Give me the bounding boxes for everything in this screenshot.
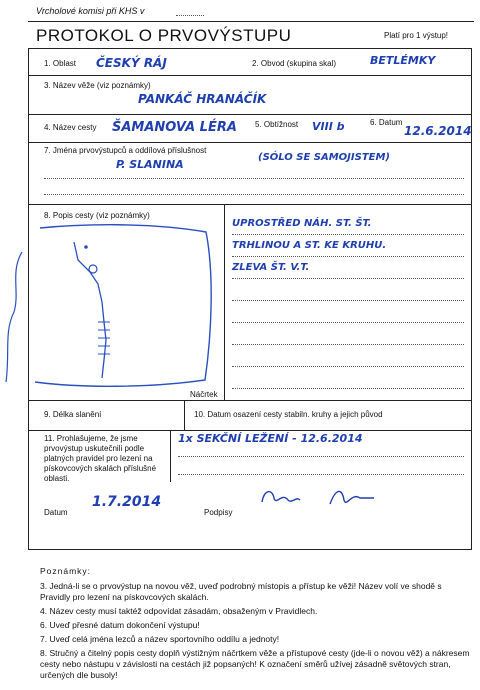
field-3-value: PANKÁČ HRANÁČÍK xyxy=(138,92,267,106)
field-7-extra: (SÓLO SE SAMOJISTEM) xyxy=(258,152,390,163)
field-10-value: 1x SEKČNÍ LEŽENÍ - 12.6.2014 xyxy=(178,432,363,445)
field-7-label: 7. Jména prvovýstupců a oddílová příslušnost xyxy=(44,146,207,155)
field-7-value: P. SLANINA xyxy=(116,158,184,171)
date-value: 1.7.2014 xyxy=(92,494,162,510)
field-1-label: 1. Oblast xyxy=(44,59,77,68)
validity-note: Platí pro 1 výstup! xyxy=(384,31,449,40)
note-item: 7. Uveď celá jména lezců a název sportovního oddílu a jednoty! xyxy=(40,634,280,644)
signatures-label: Podpisy xyxy=(204,508,233,517)
note-item: 6. Uveď přesné datum dokončení výstupu! xyxy=(40,620,200,630)
field-2-value: BETLÉMKY xyxy=(370,54,436,67)
signatures xyxy=(252,482,382,512)
date-label: Datum xyxy=(44,508,68,517)
commission-line xyxy=(36,6,144,16)
route-sketch xyxy=(0,212,224,402)
sketch-route xyxy=(74,242,106,378)
sketch-ground xyxy=(6,252,22,382)
document-title: PROTOKOL O PRVOVÝSTUPU xyxy=(36,26,292,45)
field-6-value: 12.6.2014 xyxy=(404,124,472,138)
sketch-outline xyxy=(35,225,211,387)
sketch-ring xyxy=(89,265,97,273)
field-8-line-1: UPROSTŘED NÁH. ST. ŠT. xyxy=(232,218,372,229)
field-8-label: 8. Popis cesty (viz poznámky) xyxy=(44,211,150,220)
notes-title: Poznámky: xyxy=(40,566,92,576)
notes-block xyxy=(40,566,472,681)
field-1-value: ČESKÝ RÁJ xyxy=(96,56,167,70)
field-11-label: 11. Prohlašujeme, že jsme prvovýstup uskutečnili podle platných pravidel pro lezení na pískovcových skalách příslušné oblasti. xyxy=(44,434,157,483)
sketch-label: Náčrtek xyxy=(190,390,218,399)
note-item: 8. Stručný a čitelný popis cesty doplň výstižným náčrtkem věže a přístupové cesty (jde-li o novou věž) a nákresem cesty nebo nástupu v závislosti na cestách již popsaných! K označení směrů užívej zásadně světových stran, určených dle busoly! xyxy=(40,648,470,680)
note-item: 3. Jedná-li se o prvovýstup na novou věž, uveď podrobný místopis a přístup ke věži! Název volí ve shodě s Pravidly pro lezení na pískovcových skalách. xyxy=(40,581,442,602)
field-3-label: 3. Název věže (viz poznámky) xyxy=(44,81,151,90)
field-4-value: ŠAMANOVA LÉRA xyxy=(112,120,237,135)
note-item: 4. Název cesty musí taktéž odpovídat zásadám, obsaženým v Pravidlech. xyxy=(40,606,318,616)
field-9-label: 9. Délka slanění xyxy=(44,410,102,419)
commission-label: Vrcholové komisi při KHS v xyxy=(36,6,145,16)
field-8-line-2: TRHLINOU A ST. KE KRUHU. xyxy=(232,240,387,251)
field-10-label: 10. Datum osazení cesty stabiln. kruhy a jejich původ xyxy=(194,410,383,419)
field-4-label: 4. Název cesty xyxy=(44,123,97,132)
sketch-ring-small xyxy=(84,245,88,249)
field-5-value: VIII b xyxy=(312,120,345,133)
field-6-label: 6. Datum xyxy=(370,118,403,127)
field-5-label: 5. Obtížnost xyxy=(255,120,299,129)
field-8-line-3: ZLEVA ŠT. V.T. xyxy=(232,262,310,273)
field-2-label: 2. Obvod (skupina skal) xyxy=(252,59,337,68)
